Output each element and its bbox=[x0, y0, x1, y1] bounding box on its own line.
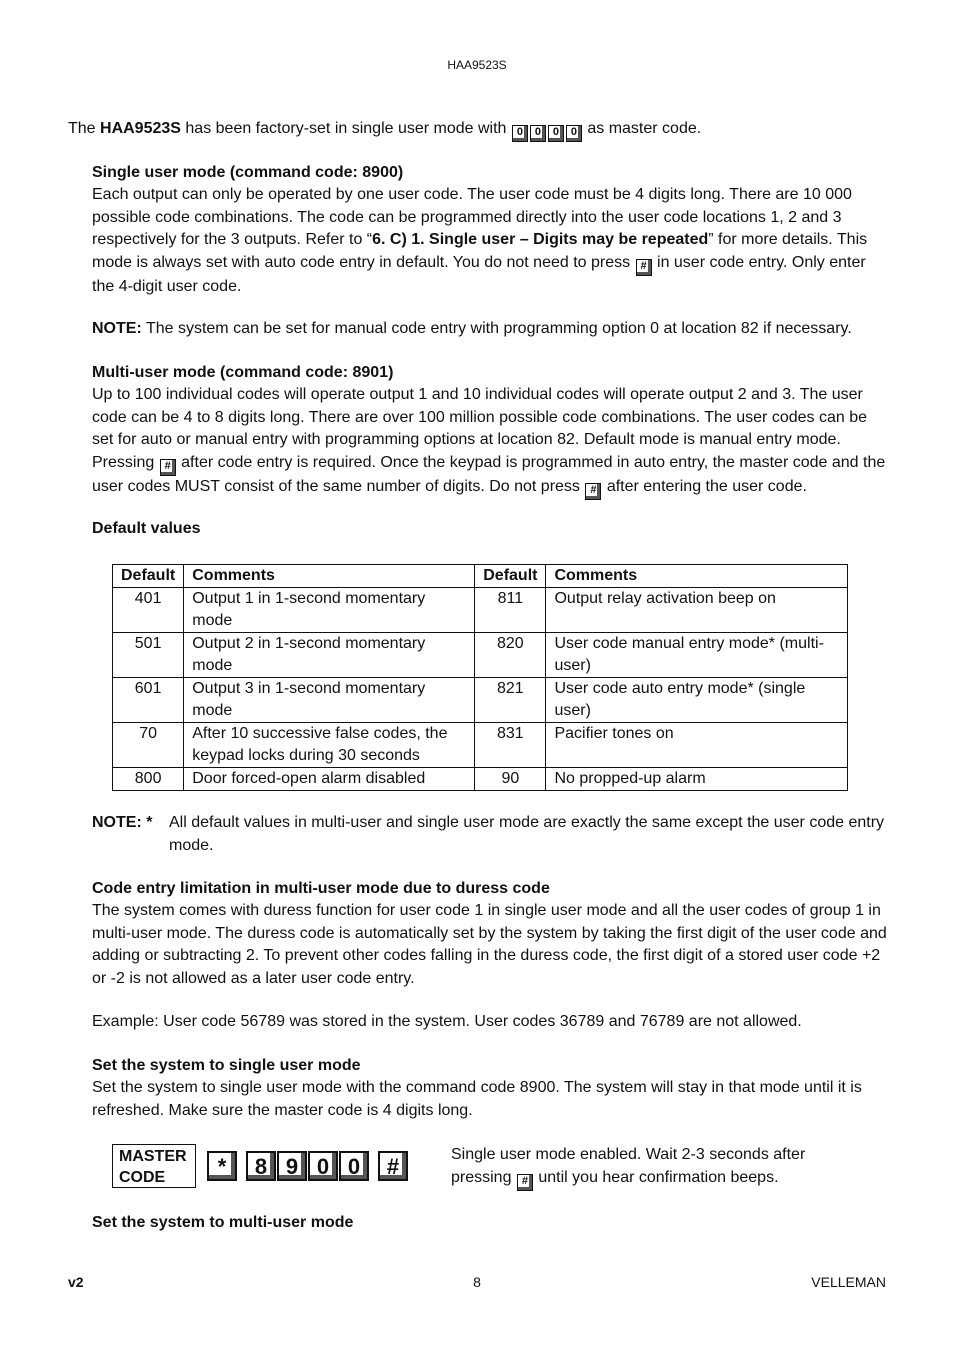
page-header: HAA9523S bbox=[447, 58, 507, 72]
table-cell: No propped-up alarm bbox=[546, 768, 848, 791]
set-single-paragraph: Set the system to single user mode with the command code 8900. The system will stay in that mode until it is refreshed. Make sure the master code is 4 digits long. bbox=[92, 1079, 862, 1119]
multi-user-heading: Multi-user mode (command code: 8901) bbox=[92, 364, 394, 381]
single-user-paragraph bbox=[92, 184, 892, 298]
single-user-text-2: ” for more details. This mode is always set with auto code entry in default. You do not need to press bbox=[92, 231, 868, 271]
intro-text-after: as master code. bbox=[587, 120, 702, 137]
star-key-icon: * bbox=[207, 1151, 237, 1181]
key-0-icon: 0 bbox=[566, 125, 582, 142]
single-user-text-1: Each output can only be operated by one user code. The user code must be 4 digits long. There are 10 000 possible code combinations. The code can be programmed directly into the user code locations 1, 2 and 3 respectively for the 3 outputs. Refer to “ bbox=[92, 186, 852, 248]
table-row bbox=[113, 678, 848, 723]
sequence-description bbox=[451, 1144, 831, 1191]
single-user-text-3: in user code entry. Only enter the 4-digit user code. bbox=[92, 253, 866, 295]
master-code-label-1: MASTER bbox=[119, 1148, 187, 1165]
hash-key-icon: # bbox=[517, 1174, 533, 1191]
sequence-desc-text-1: Single user mode enabled. Wait 2-3 seconds after pressing bbox=[451, 1146, 806, 1186]
table-cell: 821 bbox=[475, 678, 546, 723]
key-8-icon: 8 bbox=[246, 1151, 276, 1181]
note-manual-entry bbox=[92, 318, 892, 341]
column-header: Default bbox=[113, 565, 184, 588]
hash-key-icon: # bbox=[378, 1151, 408, 1181]
default-values-table bbox=[112, 564, 848, 791]
multi-user-text-2: after code entry is required. Once the keypad is programmed in auto entry, the master code and the user codes MUST consist of the same number of digits. Do not press bbox=[92, 453, 886, 495]
hash-key-icon: # bbox=[160, 459, 176, 476]
table-cell: Output 2 in 1-second momentary mode bbox=[184, 633, 475, 678]
table-cell: 401 bbox=[113, 588, 184, 633]
key-0-icon: 0 bbox=[512, 125, 528, 142]
hash-key-icon: # bbox=[636, 259, 652, 276]
key-0-icon: 0 bbox=[530, 125, 546, 142]
table-row bbox=[113, 768, 848, 791]
single-user-heading: Single user mode (command code: 8900) bbox=[92, 164, 404, 181]
master-code-box bbox=[112, 1144, 196, 1188]
column-header: Comments bbox=[184, 565, 475, 588]
table-cell: Output 3 in 1-second momentary mode bbox=[184, 678, 475, 723]
master-code-label-2: CODE bbox=[119, 1169, 166, 1186]
note-default-text: All default values in multi-user and single user mode are exactly the same except the user code entry mode. bbox=[169, 814, 885, 854]
table-row bbox=[113, 723, 848, 768]
key-0-icon: 0 bbox=[548, 125, 564, 142]
note-text: The system can be set for manual code entry with programming option 0 at location 82 if necessary. bbox=[141, 320, 852, 337]
hash-key-icon: # bbox=[585, 483, 601, 500]
intro-paragraph bbox=[68, 118, 898, 142]
table-cell: Door forced-open alarm disabled bbox=[184, 768, 475, 791]
table-row bbox=[113, 633, 848, 678]
intro-model-name: HAA9523S bbox=[100, 120, 181, 137]
column-header: Comments bbox=[546, 565, 848, 588]
table-row bbox=[113, 588, 848, 633]
table-cell: 820 bbox=[475, 633, 546, 678]
example-paragraph: Example: User code 56789 was stored in the system. User codes 36789 and 76789 are not allowed. bbox=[92, 1013, 802, 1030]
table-cell: 90 bbox=[475, 768, 546, 791]
sequence-desc-text-2: until you hear confirmation beeps. bbox=[533, 1168, 779, 1186]
key-9-icon: 9 bbox=[277, 1151, 307, 1181]
column-header: Default bbox=[475, 565, 546, 588]
table-cell: Output 1 in 1-second momentary mode bbox=[184, 588, 475, 633]
footer-version: v2 bbox=[68, 1274, 84, 1290]
table-cell: 831 bbox=[475, 723, 546, 768]
note-default-label: NOTE: * bbox=[92, 814, 153, 831]
table-cell: User code auto entry mode* (single user) bbox=[546, 678, 848, 723]
table-cell: After 10 successive false codes, the keypad locks during 30 seconds bbox=[184, 723, 475, 768]
table-cell: 501 bbox=[113, 633, 184, 678]
intro-text-before: The bbox=[68, 120, 101, 137]
table-cell: 811 bbox=[475, 588, 546, 633]
key-0-icon: 0 bbox=[339, 1151, 369, 1181]
table-header-row bbox=[113, 565, 848, 588]
intro-text-middle: has been factory-set in single user mode with bbox=[180, 120, 511, 137]
footer-brand: VELLEMAN bbox=[811, 1274, 886, 1290]
set-multi-heading: Set the system to multi-user mode bbox=[92, 1214, 354, 1231]
table-cell: User code manual entry mode* (multi-user) bbox=[546, 633, 848, 678]
table-cell: 800 bbox=[113, 768, 184, 791]
multi-user-text-3: after entering the user code. bbox=[602, 477, 807, 495]
table-cell: 70 bbox=[113, 723, 184, 768]
key-sequence bbox=[207, 1151, 409, 1181]
duress-heading: Code entry limitation in multi-user mode due to duress code bbox=[92, 880, 550, 897]
table-cell: Output relay activation beep on bbox=[546, 588, 848, 633]
set-single-heading: Set the system to single user mode bbox=[92, 1057, 361, 1074]
table-cell: 601 bbox=[113, 678, 184, 723]
duress-paragraph: The system comes with duress function for user code 1 in single user mode and all the user codes of group 1 in multi-user mode. The duress code is automatically set by the system by taking the first digit of the user code and adding or subtracting 2. To prevent other codes falling in the duress code, the first digit of a stored user code +2 or -2 is not allowed as a later user code entry. bbox=[92, 902, 887, 987]
multi-user-paragraph bbox=[92, 384, 892, 500]
key-0-icon: 0 bbox=[308, 1151, 338, 1181]
note-label: NOTE: bbox=[92, 320, 142, 337]
default-values-heading: Default values bbox=[92, 520, 201, 537]
multi-user-text-1: Up to 100 individual codes will operate output 1 and 10 individual codes will operate output 2 and 3. The user code can be 4 to 8 digits long. There are over 100 million possible code combinations. The user codes can be set for auto or manual entry with programming options at location 82. Default mode is manual entry mode. Pressing bbox=[92, 386, 867, 471]
table-cell: Pacifier tones on bbox=[546, 723, 848, 768]
section-reference: 6. C) 1. Single user – Digits may be repeated bbox=[372, 231, 709, 248]
footer-page-number: 8 bbox=[473, 1274, 481, 1290]
